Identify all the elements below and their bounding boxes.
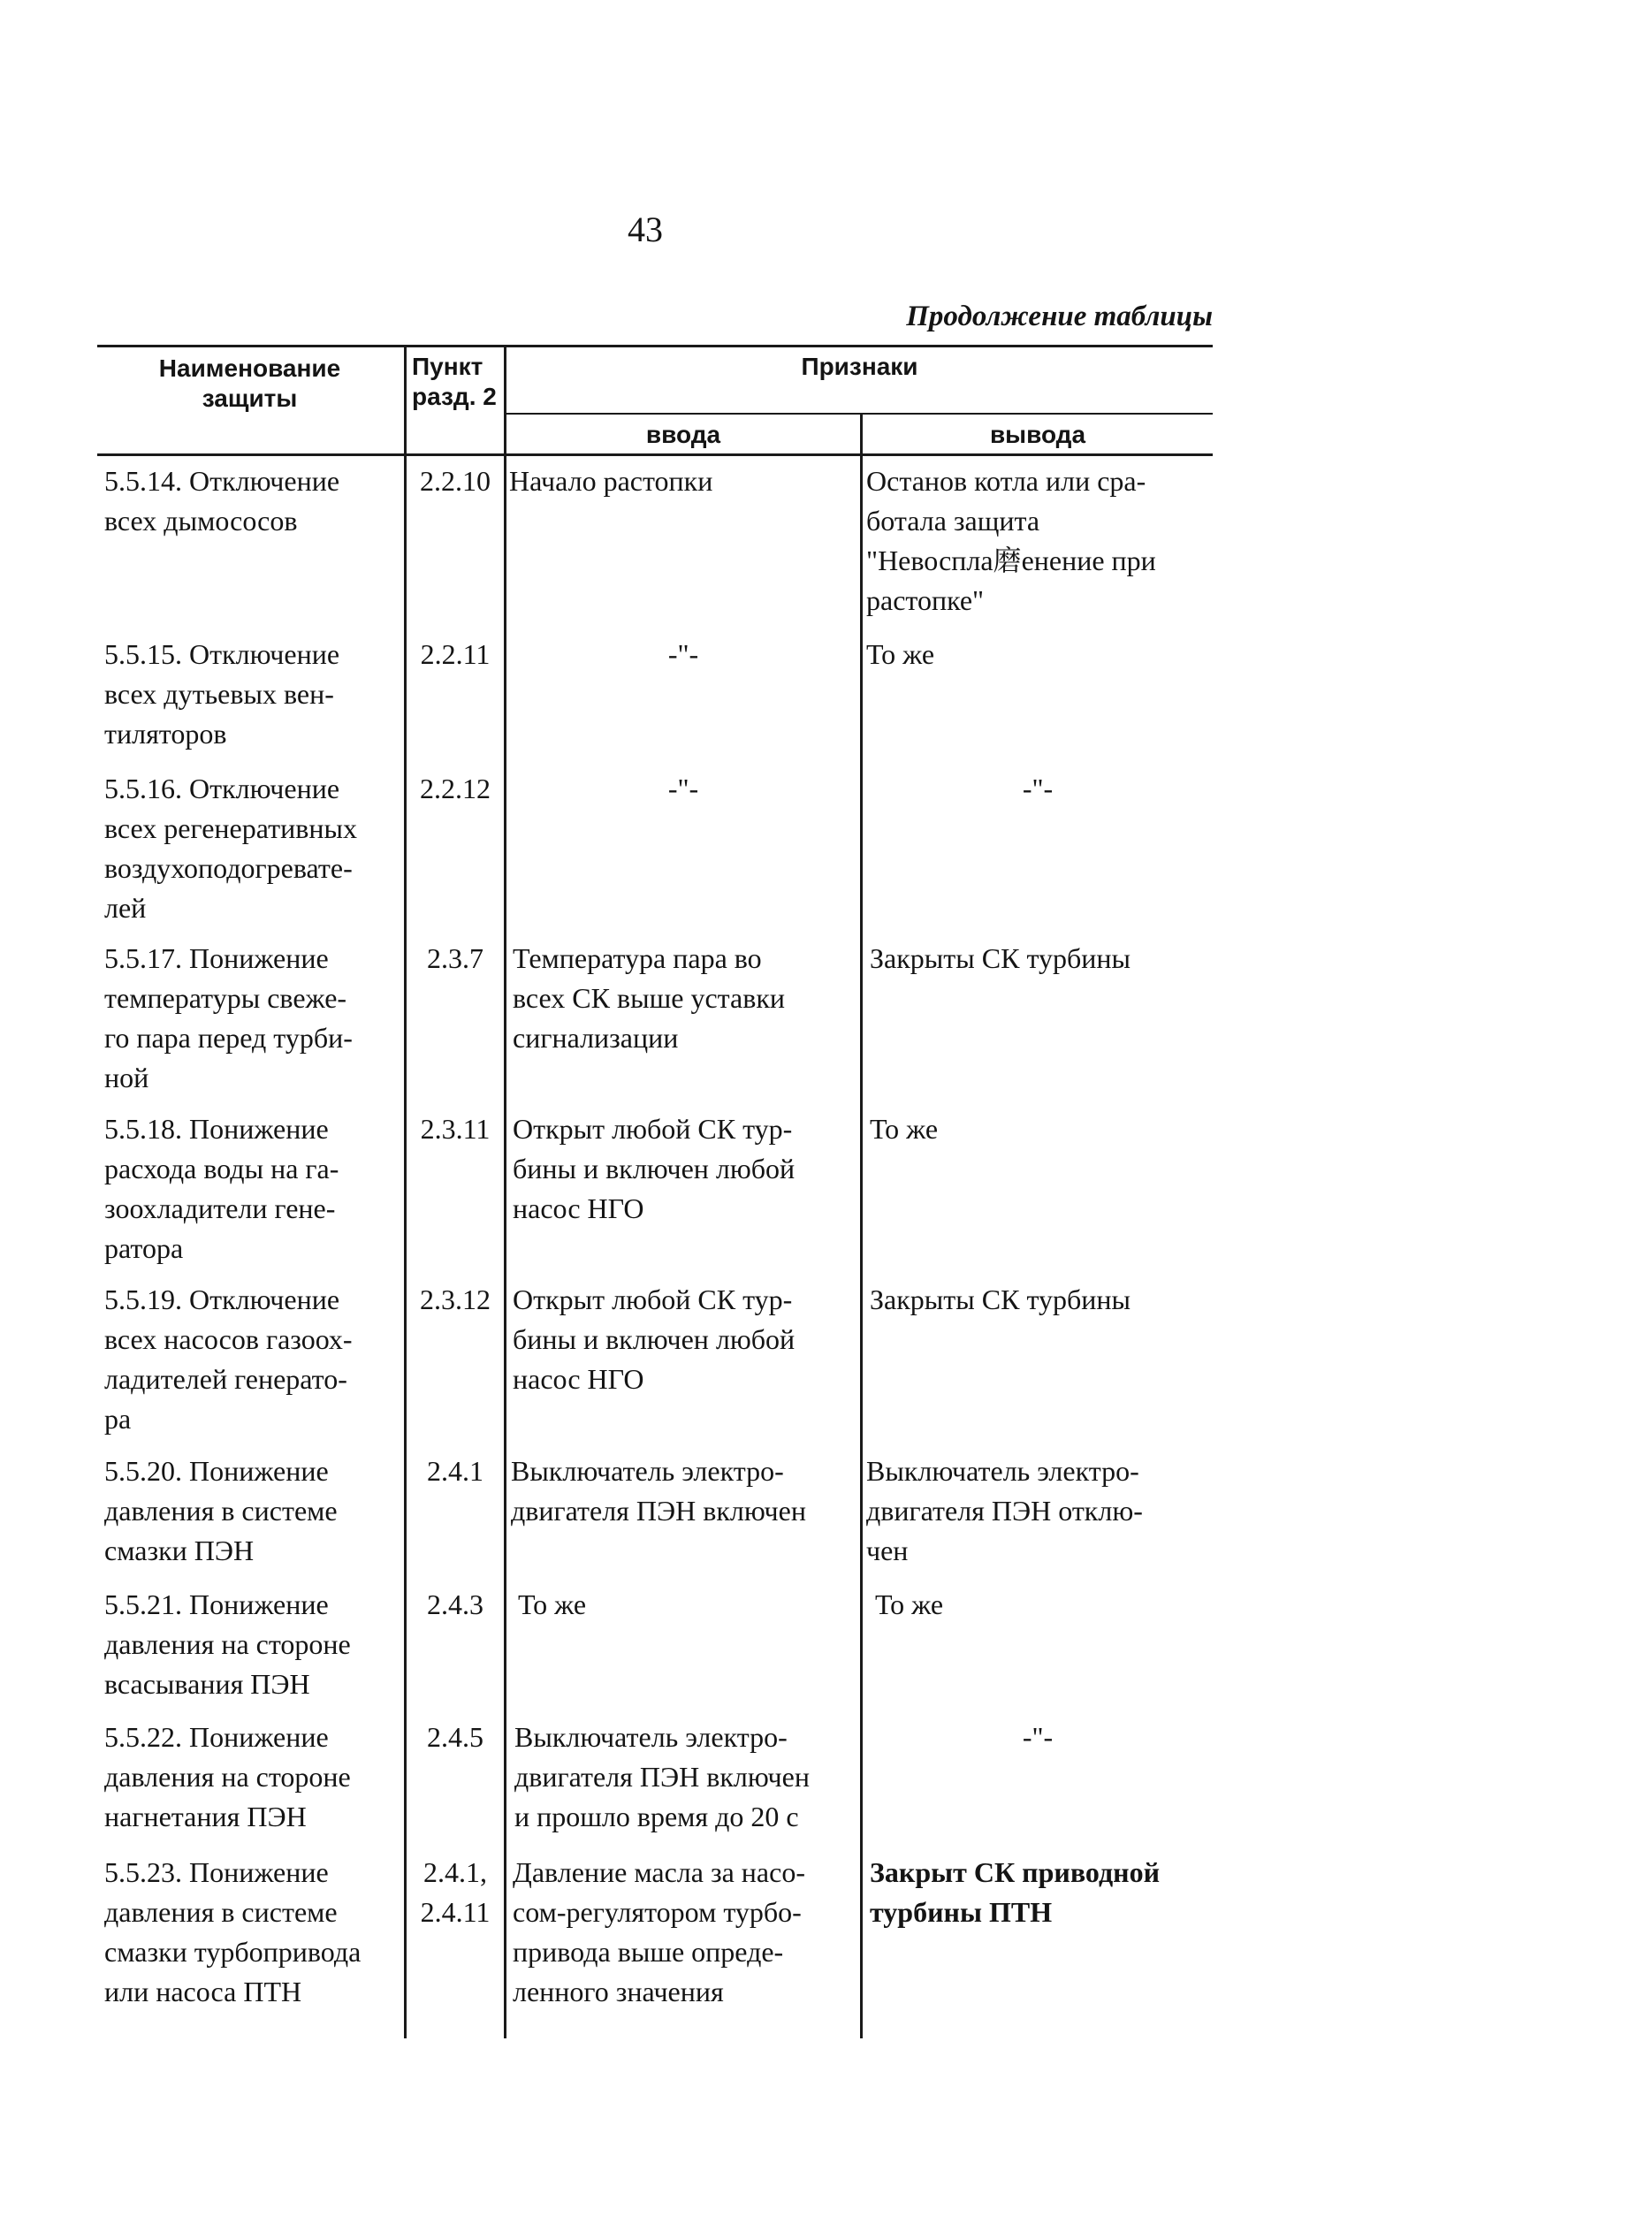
- row-name: 5.5.22. Понижение давления на стороне нагнетания ПЭН: [104, 1721, 351, 1832]
- row-output: То же: [866, 638, 935, 670]
- row-point: 2.4.1, 2.4.11: [420, 1856, 491, 1928]
- row-name: 5.5.18. Понижение расхода воды на га- зоохладители гене- ратора: [104, 1113, 339, 1264]
- row-output: Останов котла или сра- ботала защита "Невоспла磨енение при растопке": [866, 465, 1156, 616]
- row-output: Выключатель электро- двигателя ПЭН отклю- чен: [866, 1455, 1143, 1566]
- row-input: Выключатель электро- двигателя ПЭН включен: [511, 1455, 806, 1527]
- row-input: Выключатель электро- двигателя ПЭН включен и прошло время до 20 с: [514, 1721, 810, 1832]
- row-input: Открыт любой СК тур- бины и включен любой насос НГО: [513, 1113, 796, 1224]
- row-name: 5.5.23. Понижение давления в системе смазки турбопривода или насоса ПТН: [104, 1856, 362, 2007]
- header-bottom-rule: [97, 453, 1213, 456]
- row-input: -"-: [667, 638, 699, 670]
- header-name: Наименование защиты: [158, 354, 341, 412]
- row-output: Закрыт СК приводной турбины ПТН: [870, 1856, 1161, 1928]
- row-name: 5.5.14. Отключение всех дымососов: [104, 465, 340, 537]
- header-output: вывода: [989, 421, 1086, 448]
- row-point: 2.3.12: [420, 1283, 491, 1315]
- row-output: Закрыты СК турбины: [870, 942, 1131, 974]
- row-output: -"-: [1022, 773, 1054, 804]
- row-point: 2.4.5: [427, 1721, 483, 1753]
- row-name: 5.5.15. Отключение всех дутьевых вен- тиляторов: [104, 638, 340, 750]
- row-input: Давление масла за насо- сом-регулятором турбо- привода выше опреде- ленного значения: [513, 1856, 805, 2007]
- row-name: 5.5.20. Понижение давления в системе смазки ПЭН: [104, 1455, 338, 1566]
- table-top-rule: [97, 345, 1213, 347]
- row-point: 2.4.1: [427, 1455, 483, 1487]
- row-output: Закрыты СК турбины: [870, 1283, 1131, 1315]
- header-input: ввода: [645, 421, 721, 448]
- row-name: 5.5.19. Отключение всех насосов газоох- ладителей генерато- ра: [104, 1283, 353, 1435]
- row-name: 5.5.16. Отключение всех регенеративных воздухоподогревате- лей: [104, 773, 357, 924]
- header-signs: Признаки: [801, 353, 918, 380]
- col-divider-2: [504, 347, 506, 2038]
- table-continuation-label: Продолжение таблицы: [906, 301, 1213, 332]
- row-point: 2.4.3: [427, 1588, 483, 1620]
- row-input: -"-: [667, 773, 699, 804]
- row-input: Начало растопки: [509, 465, 713, 497]
- row-name: 5.5.17. Понижение температуры свеже- го пара перед турби- ной: [104, 942, 353, 1093]
- row-point: 2.2.12: [420, 773, 491, 804]
- row-name: 5.5.21. Понижение давления на стороне всасывания ПЭН: [104, 1588, 351, 1700]
- row-output: То же: [870, 1113, 939, 1145]
- row-point: 2.2.10: [420, 465, 491, 497]
- signs-sub-rule: [506, 413, 1213, 415]
- row-point: 2.3.11: [420, 1113, 491, 1145]
- col-divider-1: [404, 347, 407, 2038]
- row-input: Температура пара во всех СК выше уставки сигнализации: [513, 942, 785, 1054]
- row-output: То же: [875, 1588, 944, 1620]
- row-input: Открыт любой СК тур- бины и включен любой насос НГО: [513, 1283, 796, 1395]
- row-input: То же: [518, 1588, 587, 1620]
- row-point: 2.3.7: [427, 942, 483, 974]
- row-output: -"-: [1022, 1721, 1054, 1753]
- row-point: 2.2.11: [420, 638, 491, 670]
- page-number: 43: [628, 209, 663, 249]
- header-point: Пункт разд. 2: [412, 353, 497, 410]
